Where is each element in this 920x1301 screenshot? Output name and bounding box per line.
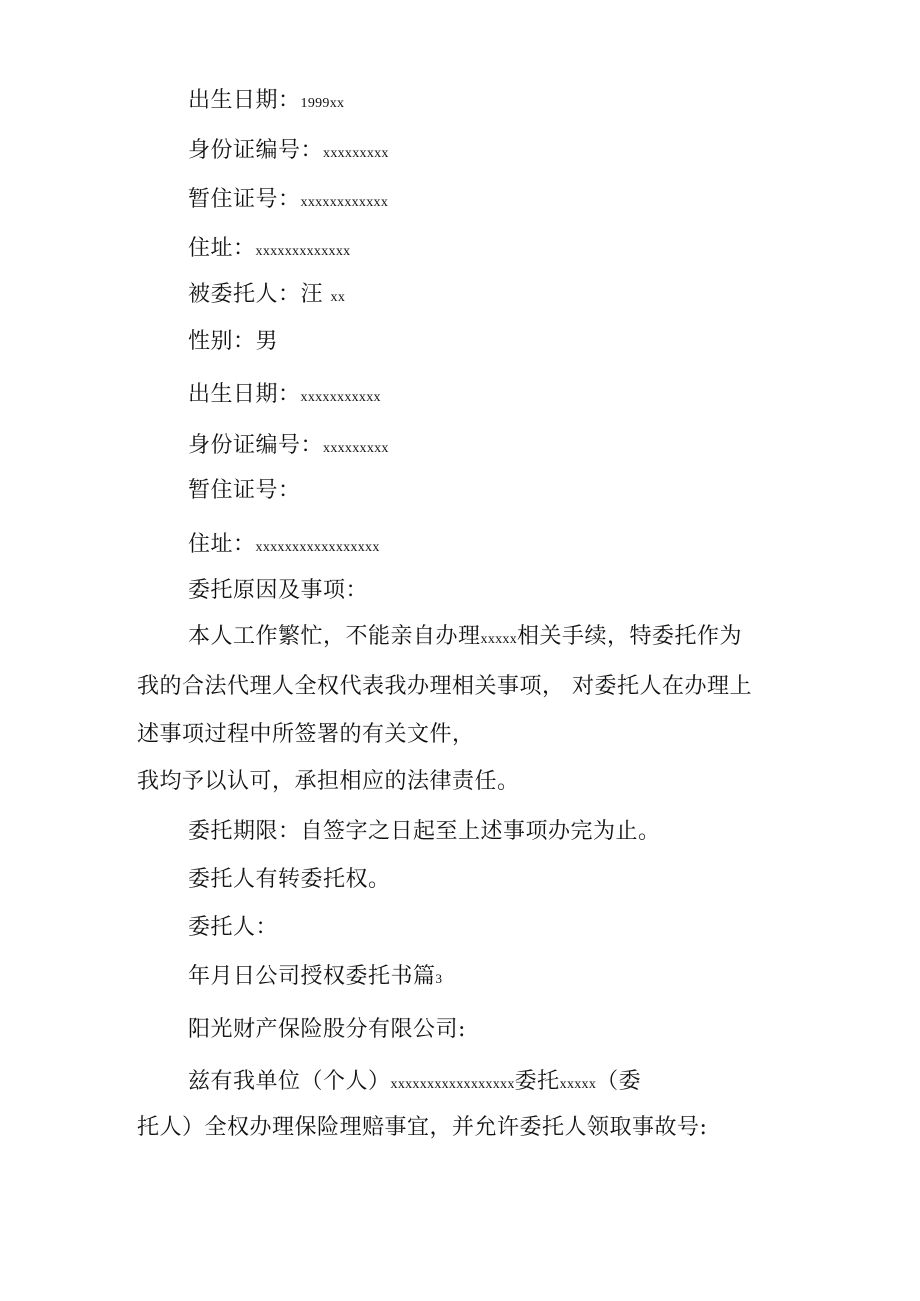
agent-permit-label: 暂住证号： xyxy=(188,478,301,503)
principal-id-line xyxy=(188,136,389,169)
principal-id-value: xxxxxxxxx xyxy=(323,146,389,161)
principal-birth-label: 出生日期： xyxy=(188,88,301,113)
principal-birth-value: 1999xx xyxy=(300,96,345,111)
reason-paragraph-line-4: 我均予以认可，承担相应的法律责任。 xyxy=(137,769,520,794)
reason-paragraph-line-1 xyxy=(188,622,742,655)
principal-address-value: xxxxxxxxxxxxx xyxy=(255,244,351,259)
reason-text-part: 相关手续，特委托作为 xyxy=(517,624,743,649)
authorization-line-1 xyxy=(188,1067,641,1100)
principal-address-label: 住址： xyxy=(188,236,256,261)
agent-address-value: xxxxxxxxxxxxxxxxx xyxy=(255,540,380,555)
principal-permit-value: xxxxxxxxxxxx xyxy=(300,195,389,210)
subdelegation-line: 委托人有转委托权。 xyxy=(188,867,391,892)
agent-birth-label: 出生日期： xyxy=(188,382,301,407)
principal-permit-line xyxy=(188,185,388,218)
agent-address-label: 住址： xyxy=(188,532,256,557)
reason-item-placeholder: xxxxx xyxy=(480,632,518,647)
agent-gender-value: 男 xyxy=(255,329,279,354)
term-line: 委托期限：自签字之日起至上述事项办完为止。 xyxy=(188,819,661,844)
auth-unit-placeholder: xxxxxxxxxxxxxxxxx xyxy=(390,1077,515,1092)
agent-name-value: 汪 xyxy=(300,282,324,307)
reason-paragraph-line-2: 我的合法代理人全权代表我办理相关事项， 对委托人在办理上 xyxy=(137,674,752,699)
agent-permit-line xyxy=(188,476,301,506)
principal-id-label: 身份证编号： xyxy=(188,138,324,163)
principal-permit-label: 暂住证号： xyxy=(188,187,301,212)
principal-birth-line xyxy=(188,86,344,119)
agent-name-line xyxy=(188,280,345,313)
reason-heading: 委托原因及事项： xyxy=(188,578,369,603)
principal-signature-line: 委托人： xyxy=(188,915,279,940)
agent-gender-line xyxy=(188,327,278,357)
agent-birth-line xyxy=(188,380,381,413)
agent-name-suffix: xx xyxy=(330,290,346,305)
agent-id-value: xxxxxxxxx xyxy=(323,441,389,456)
principal-address-line xyxy=(188,234,350,267)
agent-id-line xyxy=(188,431,389,464)
auth-text-part: 兹有我单位（个人） xyxy=(188,1069,391,1094)
agent-name-label: 被委托人： xyxy=(188,282,301,307)
agent-address-line xyxy=(188,530,380,563)
agent-birth-value: xxxxxxxxxxx xyxy=(300,390,381,405)
agent-gender-label: 性别： xyxy=(188,329,256,354)
agent-id-label: 身份证编号： xyxy=(188,433,324,458)
next-section-title xyxy=(188,962,443,994)
auth-agent-placeholder: xxxxx xyxy=(559,1077,597,1092)
auth-text-part: 委托 xyxy=(514,1069,560,1094)
next-title-number: 3 xyxy=(435,971,443,986)
next-title-text: 年月日公司授权委托书篇 xyxy=(188,964,436,989)
company-name-line: 阳光财产保险股分有限公司: xyxy=(188,1017,466,1042)
authorization-line-2: 托人）全权办理保险理赔事宜，并允许委托人领取事故号: xyxy=(137,1115,708,1140)
reason-text-part: 本人工作繁忙，不能亲自办理 xyxy=(188,624,481,649)
reason-paragraph-line-3: 述事项过程中所签署的有关文件， xyxy=(137,722,475,747)
auth-text-part: （委 xyxy=(596,1069,642,1094)
